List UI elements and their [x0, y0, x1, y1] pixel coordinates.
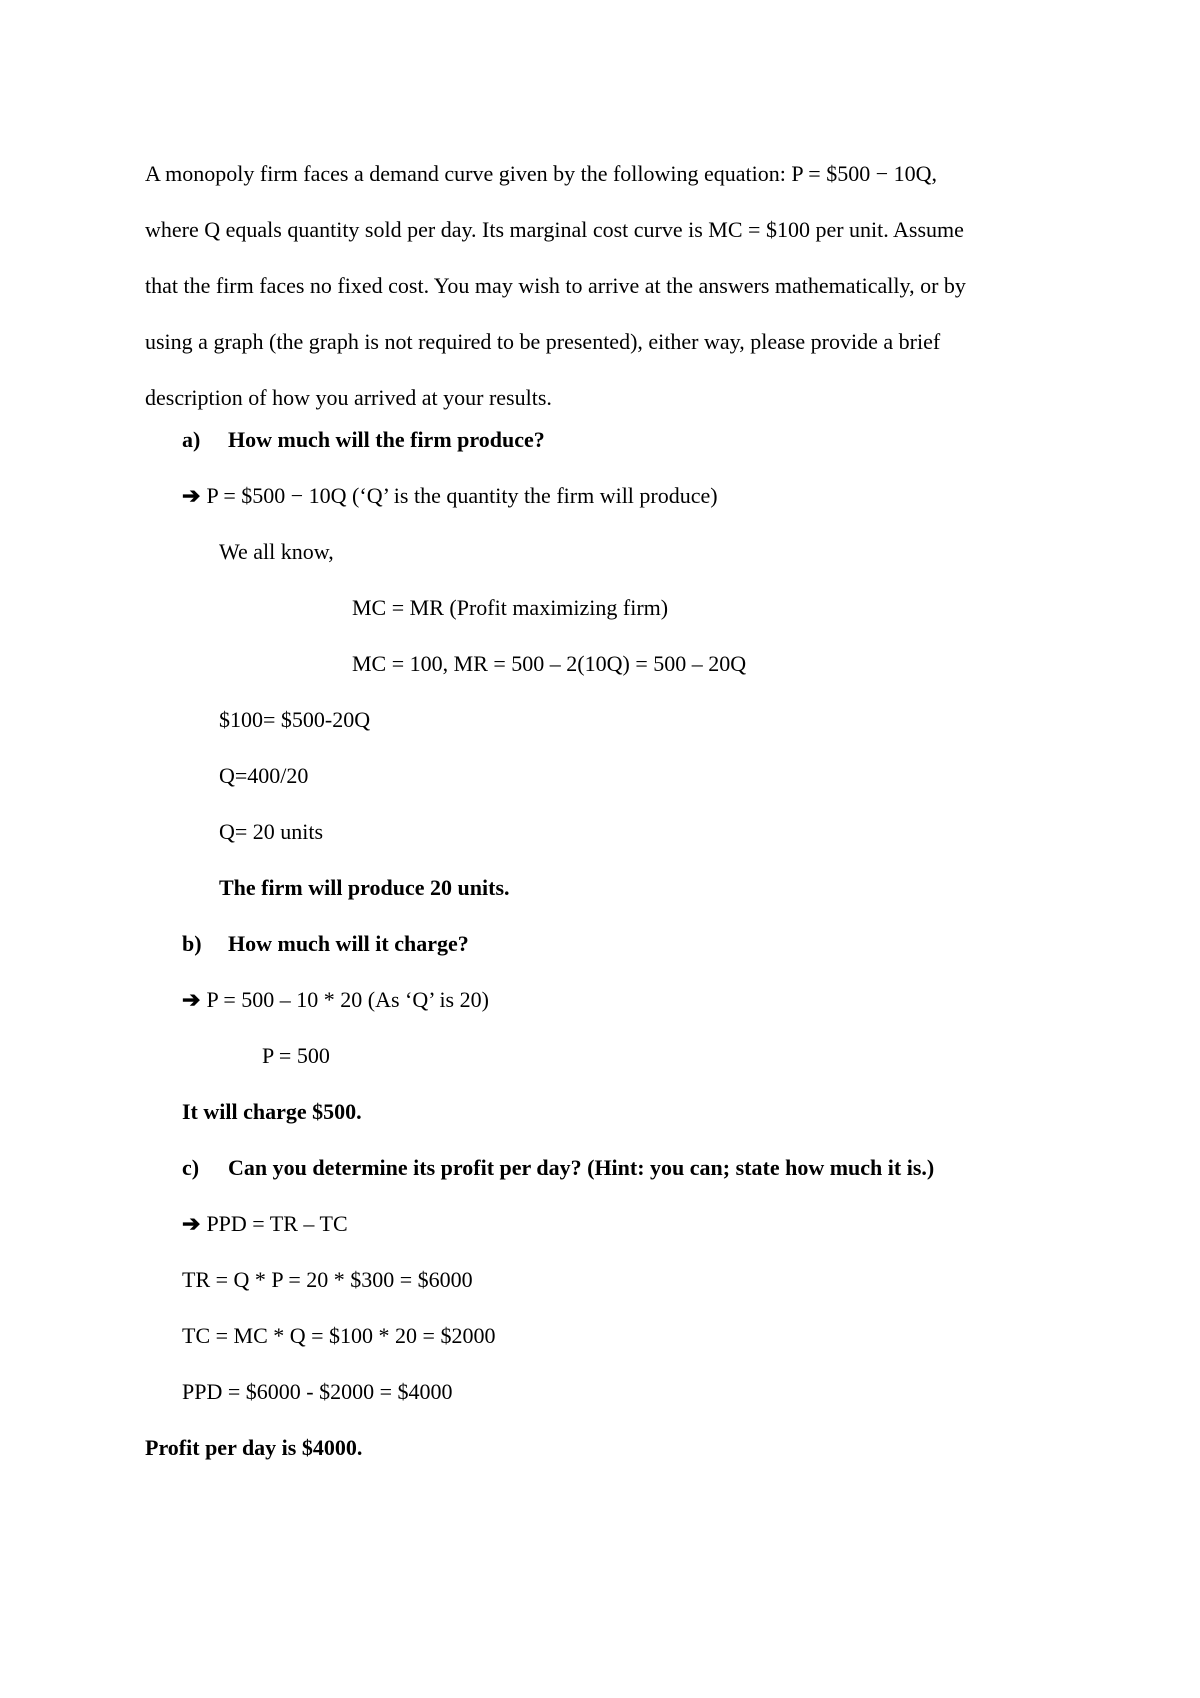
answer-c-line-4: PPD = $6000 - $2000 = $4000 — [182, 1379, 453, 1404]
question-a-label: a) — [182, 427, 201, 452]
intro-line-1: A monopoly firm faces a demand curve given by the following equation: P = $500 − 10Q, — [145, 161, 938, 186]
arrow-icon: ➔ — [182, 987, 201, 1012]
answer-b-line-1 — [182, 986, 489, 1014]
answer-a-line-5: $100= $500-20Q — [219, 707, 371, 732]
answer-a-text-1: P = $500 − 10Q (‘Q’ is the quantity the firm will produce) — [206, 483, 718, 508]
question-c-label: c) — [182, 1155, 200, 1180]
answer-a-conclusion: The firm will produce 20 units. — [219, 875, 510, 900]
answer-c-text-1: PPD = TR – TC — [206, 1211, 348, 1236]
intro-line-4: using a graph (the graph is not required to be presented), either way, please provide a brief — [145, 329, 941, 354]
answer-a-line-7: Q= 20 units — [219, 819, 324, 844]
answer-c-conclusion: Profit per day is $4000. — [145, 1435, 363, 1460]
question-b-text: How much will it charge? — [228, 931, 469, 956]
answer-a-line-4: MC = 100, MR = 500 – 2(10Q) = 500 – 20Q — [352, 651, 747, 676]
intro-line-5: description of how you arrived at your results. — [145, 385, 552, 410]
answer-a-line-2: We all know, — [219, 539, 334, 564]
answer-b-conclusion: It will charge $500. — [182, 1099, 362, 1124]
question-a-text: How much will the firm produce? — [228, 427, 545, 452]
intro-line-2: where Q equals quantity sold per day. Its marginal cost curve is MC = $100 per unit. Assume — [145, 217, 964, 242]
answer-a-line-6: Q=400/20 — [219, 763, 309, 788]
answer-b-text-1: P = 500 – 10 * 20 (As ‘Q’ is 20) — [206, 987, 489, 1012]
answer-a-line-1 — [182, 482, 718, 510]
arrow-icon: ➔ — [182, 1211, 201, 1236]
answer-a-line-3: MC = MR (Profit maximizing firm) — [352, 595, 669, 620]
answer-b-line-2: P = 500 — [262, 1043, 330, 1068]
answer-c-line-2: TR = Q * P = 20 * $300 = $6000 — [182, 1267, 473, 1292]
intro-line-3: that the firm faces no fixed cost. You may wish to arrive at the answers mathematically, or by — [145, 273, 966, 298]
answer-c-line-1 — [182, 1210, 348, 1238]
question-b-label: b) — [182, 931, 202, 956]
answer-c-line-3: TC = MC * Q = $100 * 20 = $2000 — [182, 1323, 496, 1348]
question-c-text: Can you determine its profit per day? (Hint: you can; state how much it is.) — [228, 1155, 935, 1180]
arrow-icon: ➔ — [182, 483, 201, 508]
problem-statement — [145, 146, 1065, 426]
